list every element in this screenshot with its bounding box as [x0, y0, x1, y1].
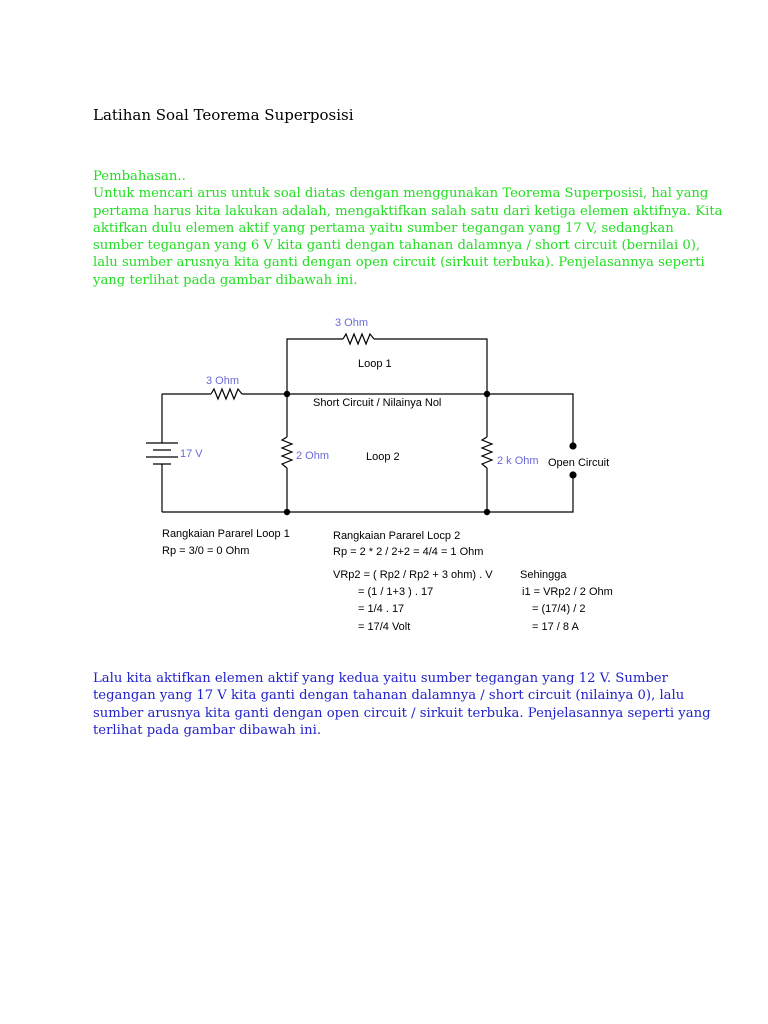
label-loop1: Loop 1 — [358, 358, 392, 370]
label-source: 17 V — [180, 448, 203, 460]
resistor-middle — [282, 437, 292, 468]
label-r-middle: 2 Ohm — [296, 450, 330, 462]
node-dot — [484, 509, 490, 515]
node-dot — [484, 391, 490, 397]
explanation-paragraph-2 — [93, 670, 711, 739]
calc-left-title: Rangkaian Pararel Loop 1 — [162, 528, 290, 540]
calc-v-line: = 17/4 Volt — [358, 621, 411, 633]
label-short-circuit: Short Circuit / Nilainya Nol — [313, 397, 442, 409]
wire-top-loop — [287, 339, 343, 394]
label-open-circuit: Open Circuit — [548, 457, 610, 469]
calc-i-line: = 17 / 8 A — [532, 621, 579, 633]
text-line: Pembahasan.. — [93, 169, 186, 184]
text-line: yang terlihat pada gambar dibawah ini. — [93, 272, 358, 288]
text-line: Lalu kita aktifkan elemen aktif yang kedua yaitu sumber tegangan yang 12 V. Sumber — [93, 671, 668, 686]
calc-mid-title: Rangkaian Pararel Locp 2 — [333, 530, 461, 542]
text-line: sumber arusnya kita ganti dengan open circuit / sirkuit terbuka. Penjelasannya seperti yang — [93, 705, 711, 721]
calc-i-line: i1 = VRp2 / 2 Ohm — [522, 586, 613, 598]
node-dot — [284, 509, 290, 515]
text-line: sumber tegangan yang 6 V kita ganti dengan tahanan dalamnya / short circuit (bernilai 0), — [93, 238, 701, 254]
calc-v-line: VRp2 = ( Rp2 / Rp2 + 3 ohm) . V — [333, 569, 493, 581]
document-title: Latihan Soal Teorema Superposisi — [93, 106, 354, 124]
text-line: tegangan yang 17 V kita ganti dengan tahanan dalamnya / short circuit (nilainya 0), lalu — [93, 688, 685, 704]
label-r-left: 3 Ohm — [206, 375, 240, 387]
calc-v-line: = (1 / 1+3 ) . 17 — [358, 586, 434, 598]
text-line: terlihat pada gambar dibawah ini. — [93, 722, 322, 738]
text-line: Untuk mencari arus untuk soal diatas dengan menggunakan Teorema Superposisi, hal yang — [93, 186, 709, 202]
calc-left-rp: Rp = 3/0 = 0 Ohm — [162, 545, 250, 557]
resistor-top — [343, 334, 374, 344]
text-line: aktifkan dulu elemen aktif yang pertama yaitu sumber tegangan yang 17 V, sedangkan — [93, 220, 674, 236]
text-line: lalu sumber arusnya kita ganti dengan open circuit (sirkuit terbuka). Penjelasannya seperti — [93, 255, 705, 271]
text-line: pertama harus kita lakukan adalah, mengaktifkan salah satu dari ketiga elemen aktifnya. Kita — [93, 203, 723, 219]
calc-i-line: Sehingga — [520, 569, 567, 581]
open-terminal — [569, 471, 576, 478]
resistor-left — [211, 389, 242, 399]
open-terminal — [569, 442, 576, 449]
calc-v-line: = 1/4 . 17 — [358, 603, 405, 615]
resistor-right — [482, 437, 492, 468]
label-r-top: 3 Ohm — [335, 317, 369, 329]
wire-bottom — [162, 475, 573, 512]
label-r-right: 2 k Ohm — [497, 455, 539, 467]
calc-i-line: = (17/4) / 2 — [532, 603, 586, 615]
label-loop2: Loop 2 — [366, 451, 400, 463]
node-dot — [284, 391, 290, 397]
calc-mid-rp: Rp = 2 * 2 / 2+2 = 4/4 = 1 Ohm — [333, 546, 484, 558]
